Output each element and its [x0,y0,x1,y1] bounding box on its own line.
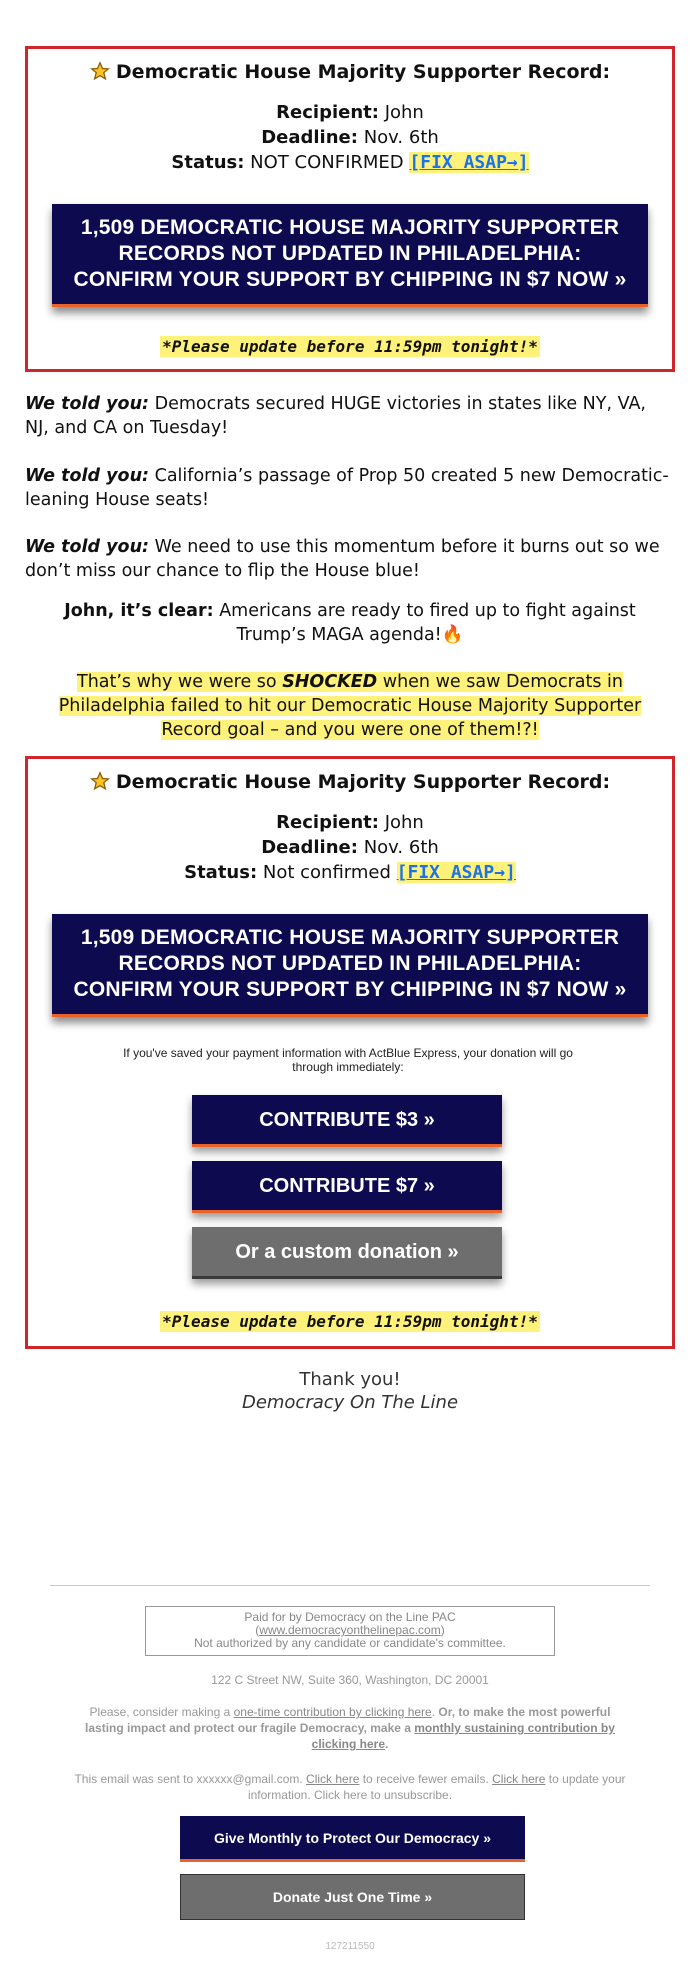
email-id: 127211550 [325,1941,375,1952]
fire-icon: 🔥 [441,625,464,645]
monthly-contribution-link[interactable]: monthly sustaining contribution by clicking here [311,1721,615,1751]
deadline-line: Deadline: Nov. 6th [261,837,439,858]
fewer-emails-link[interactable]: Click here [306,1772,360,1786]
star-icon [90,771,110,791]
supporter-record-box [25,46,675,372]
paragraph-momentum: We told you: We need to use this momentum before it burns out so we don’t miss our chance to flip the House blue! [25,537,660,581]
recipient-line: Recipient: John [276,812,424,833]
status-line: Status: Not confirmed [FIX ASAP→] [184,862,516,883]
confirm-support-button[interactable]: 1,509 DEMOCRATIC HOUSE MAJORITY SUPPORTER RECORDS NOT UPDATED IN PHILADELPHIA: CONFIRM YOUR SUPPORT BY CHIPPING IN $7 NOW » [52,914,648,1017]
footer-email-prefs: This email was sent to xxxxxx@gmail.com. Click here to receive fewer emails. Click here to update your information. Click here to unsubscribe. [74,1772,626,1802]
contribute-7-button[interactable]: CONTRIBUTE $7 » [192,1161,502,1213]
contribute-3-button[interactable]: CONTRIBUTE $3 » [192,1095,502,1147]
fix-asap-link[interactable]: [FIX ASAP→] [396,862,516,883]
update-info-link[interactable]: Click here [492,1772,546,1786]
fix-asap-link[interactable]: [FIX ASAP→] [409,152,529,173]
confirm-support-button[interactable]: 1,509 DEMOCRATIC HOUSE MAJORITY SUPPORTER RECORDS NOT UPDATED IN PHILADELPHIA: CONFIRM YOUR SUPPORT BY CHIPPING IN $7 NOW » [52,204,648,307]
footer-divider [50,1585,650,1586]
paragraph-clear: John, it’s clear: Americans are ready to fired up to fight against Trump’s MAGA agenda!🔥 [64,601,636,645]
footer-consider: Please, consider making a one-time contribution by clicking here. Or, to make the most powerful lasting impact and protect our fragile Democracy, make a monthly sustaining contribution by clicking here. [85,1705,615,1751]
paragraph-shocked: That’s why we were so SHOCKED when we saw Democrats in Philadelphia failed to hit our Democratic House Majority Supporter Record goal – and you were one of them!?! [58,672,642,740]
paragraph-victories: We told you: Democrats secured HUGE victories in states like NY, VA, NJ, and CA on Tuesday! [25,394,646,438]
status-line: Status: NOT CONFIRMED [FIX ASAP→] [171,152,529,173]
donate-once-button[interactable]: Donate Just One Time » [180,1874,525,1920]
deadline-line: Deadline: Nov. 6th [261,127,439,148]
record-title: Democratic House Majority Supporter Record: [28,61,672,83]
record-title: Democratic House Majority Supporter Record: [28,771,672,793]
thanks-line: Thank you! [299,1369,401,1390]
one-time-contribution-link[interactable]: one-time contribution by clicking here [233,1705,432,1719]
deadline-note: *Please update before 11:59pm tonight!* [162,337,538,356]
star-icon [90,61,110,81]
pac-website-link[interactable]: www.democracyonthelinepac.com [259,1623,441,1637]
supporter-record-box-2 [25,756,675,1349]
deadline-note: *Please update before 11:59pm tonight!* [162,1312,538,1331]
custom-donation-button[interactable]: Or a custom donation » [192,1227,502,1279]
actblue-express-note: If you've saved your payment information with ActBlue Express, your donation will go through immediately: [123,1046,573,1074]
recipient-line: Recipient: John [276,102,424,123]
paragraph-prop50: We told you: California’s passage of Prop 50 created 5 new Democratic-leaning House seats! [25,466,669,510]
paid-for-box: Paid for by Democracy on the Line PAC (www.democracyonthelinepac.com) Not authorized by any candidate or candidate's committee. [145,1606,555,1656]
signoff-org: Democracy On The Line [241,1392,459,1413]
give-monthly-button[interactable]: Give Monthly to Protect Our Democracy » [180,1816,525,1862]
footer-address: 122 C Street NW, Suite 360, Washington, DC 20001 [211,1673,489,1687]
